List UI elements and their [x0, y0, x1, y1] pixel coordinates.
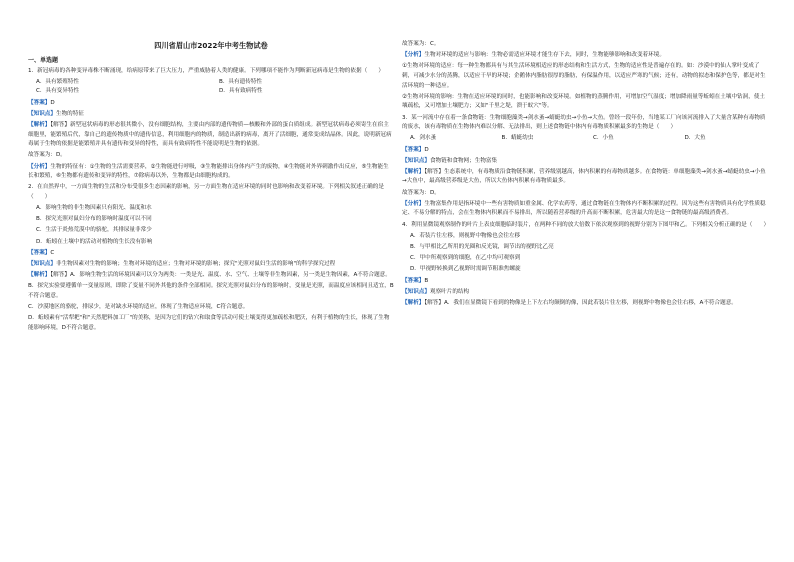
conclusion: 故答案为：D。 — [402, 189, 440, 196]
option-c: C．甲中所观察到的细胞，在乙中均可观察到 — [410, 255, 521, 262]
knowledge-point-value: 观察叶片的结构 — [429, 288, 470, 295]
answer-value: D — [50, 99, 55, 106]
explanation-text: 【解答】生态系统中，有毒物质沿食物链积累，营养级别越高，体内积累的有毒物质越多。在食物链：单细胞藻类→剑水蚤→蜻蜓幼虫→小鱼→大鱼中，最高级营养级是大鱼，所以大鱼体内积累有毒物质最多。 — [402, 168, 766, 185]
explanation-text: 【解答】A．我们在显微镜下看到的物像是上下左右均颠倒的像，因此若装片往左移，则视野中物像也会往右移，A不符合题意。 — [424, 299, 737, 306]
knowledge-point-line — [28, 260, 394, 270]
knowledge-point-value: 生物的特征 — [55, 110, 84, 117]
question-3: 3．某一河流中存在着一条食物链：生物细胞藻类→剑水蚤→蜻蜓幼虫→小鱼→大鱼。曾经一段年份，当地某工厂向该河流排入了大量含某种有毒物质的废水，该有毒物质在生物体内难以分解、无法排出，则上述食物链中体内有毒物质积累最多的生物是（ ） — [402, 114, 766, 131]
analysis-point-1: ①生物对环境的适应：每一种生物都具有与其生活环境相适应的形态结构和生活方式，生物的适应性是普遍存在的。如：沙漠中的仙人掌叶变成了刺，可减少水分的蒸腾，以适应干旱的环境；企鹅体内脂肪很厚的脂肪，有保温作用，以适应严寒的气候；还有，动物的拟态和保护色等，都是对生活环境的一种适应。 — [402, 63, 766, 89]
conclusion: 故答案为：D。 — [28, 152, 66, 159]
option-b: B．与甲相比乙所用的光圈和反光镜，调节出的视野比乙亮 — [410, 244, 554, 250]
explanation-tag: 【解析】 — [28, 272, 51, 279]
left-column — [28, 40, 394, 335]
analysis-tag: 【分析】 — [402, 52, 425, 59]
question-2: 2．在自然界中，一方面生物的生活和分布受很多生态因素的影响，另一方面生物在适应环境的同时也影响和改变着环境。下列相关叙述正确的是（ ） — [28, 184, 384, 200]
knowledge-point-tag: 【知识点】 — [402, 157, 430, 164]
answer-value: C — [50, 249, 55, 256]
explanation — [28, 271, 394, 281]
question-1: 1．新冠病毒的各种变异毒株不断涌现，给病原带来了巨大压力，严重威胁着人类的健康。下列哪项不能作为判断新冠病毒是生物的依据（ ） — [28, 67, 384, 74]
knowledge-point-value: 食物链和食物网；生物富集 — [429, 157, 498, 164]
explanation-tag: 【解析】 — [402, 168, 425, 175]
analysis — [402, 51, 768, 61]
analysis — [28, 163, 394, 182]
option-a: A．具有繁殖特性 — [36, 78, 79, 85]
option-d: D．蚯蚓在土壤中的活动对植物的生长没有影响 — [36, 238, 153, 245]
answer-value: D — [424, 146, 429, 153]
explanation — [402, 168, 768, 187]
answer-tag: 【答案】 — [402, 146, 425, 153]
question-3-options — [402, 134, 768, 144]
question-1-options — [28, 78, 394, 97]
explanation-b: B．探究实验要遵循单一变量原则，即除了变量不同外其他的条件全部相同。探究光照对鼠妇分布的影响时，变量是光照，而温度应该相同且适宜，B不符合题意。 — [28, 283, 394, 299]
option-a: A．剑水蚤 — [410, 135, 437, 142]
answer-value: B — [424, 277, 429, 284]
knowledge-point-line — [402, 157, 768, 167]
option-c: C．小鱼 — [593, 135, 614, 142]
right-column — [402, 40, 768, 310]
explanation-c: C．沙漠地区的骆驼，排尿少，是对缺水环境的适应，体现了生物适应环境，C符合题意。 — [28, 304, 249, 311]
explanation-d: D．蚯蚓素有"活犁耙"和"天然肥料加工厂"的美称，是因为它们的钻穴和取食等活动可使土壤变得更加疏松和肥沃，有利于植物的生长，体现了生物能影响环境，D不符合题意。 — [28, 315, 390, 331]
knowledge-point-tag: 【知识点】 — [402, 288, 430, 295]
answer-tag: 【答案】 — [28, 249, 51, 256]
option-d: D．具有致病特性 — [219, 88, 263, 95]
knowledge-point-line — [28, 110, 394, 120]
option-d: D．甲视野转换到乙视野时需调节粗准焦螺旋 — [410, 266, 521, 273]
question-4: 4．利用显微镜观察制作的叶片上表皮细胞临时装片，在两种不同的放大倍数下依次观察到的视野分别为下图甲和乙。下列相关分析正确的是（ ） — [402, 221, 770, 228]
explanation-tag: 【解析】 — [28, 121, 51, 128]
knowledge-point-tag: 【知识点】 — [28, 110, 56, 117]
option-b: B．探究光照对鼠妇分布的影响时温度可以不同 — [36, 216, 152, 223]
option-d: D．大鱼 — [684, 135, 706, 142]
explanation-text: 【解答】A．影响生物生活的环境因素可以分为两类：一类是光、温度、水、空气、土壤等非生物因素，另一类是生物因素，A不符合题意。 — [50, 272, 391, 279]
explanation — [28, 121, 394, 150]
knowledge-point-line — [402, 288, 768, 298]
answer-tag: 【答案】 — [28, 99, 51, 106]
answer-line — [402, 277, 768, 287]
option-b: B．具有遗传特性 — [219, 78, 262, 85]
option-a: A．影响生物的非生物因素只有阳光、温度和水 — [36, 205, 152, 212]
analysis-text: 生物的特征有：①生物的生活需要营养，②生物能进行呼吸，③生物能排出身体内产生的废物，④生物能对外界刺激作出反应，⑤生物能生长和繁殖，⑥生物都有遗传和变异的特性，⑦除病毒以外，生物都是由细胞构成的。 — [28, 163, 389, 180]
explanation-tag: 【解析】 — [402, 299, 425, 306]
answer-line — [402, 146, 768, 156]
analysis-tag: 【分析】 — [28, 163, 51, 170]
analysis-text: 生物富集作用是指环境中一些有害物质如重金属、化学农药等，通过食物链在生物体内不断积累的过程。因为这些有害物质具有化学性质稳定、不易分解的特点，会在生物体内积累而不易排出，所以随着营养级的升高而不断积累，危害最大的是这一食物链的最高级消费者。 — [402, 200, 766, 217]
option-b: B．蜻蜓幼虫 — [501, 135, 534, 142]
analysis-point-2: ②生物对环境的影响：生物在适应环境的同时，也能影响和改变环境。如植物的蒸腾作用，可增加空气湿度；增加降雨量等蚯蚓在土壤中钻洞，使土壤疏松，又可增加土壤肥力；又如"千里之堤，溃于蚁穴"等。 — [402, 93, 766, 110]
analysis-tag: 【分析】 — [402, 200, 425, 207]
section-heading: 一、单选题 — [28, 57, 59, 64]
analysis-text: 生物对环境的适应与影响：生物必需适应环境才能生存下去，同时，生物能够影响和改变着环境。 — [424, 52, 665, 59]
page-title: 四川省眉山市2022年中考生物试卷 — [154, 41, 268, 50]
answer-line — [28, 249, 394, 259]
knowledge-point-tag: 【知识点】 — [28, 261, 56, 267]
explanation-text: 【解答】新型冠状病毒的形态很其微小，没有细胞结构，主要由内部的遗传物质—核酸和外部的蛋白质组成。新型冠状病毒必须寄生在宿主细胞里，能繁殖后代，靠自己的遗传物质中的遗传信息，利用细胞内的物质，制造出新的病毒，离开了活细胞，通常变成结晶体。因此，说明新冠病毒属于生物的依据是能繁殖并具有遗传和变异的特性，而具有致病特性不能说明是生物的依据。 — [28, 121, 392, 148]
answer-line — [28, 99, 394, 109]
explanation — [402, 299, 768, 309]
answer-tag: 【答案】 — [402, 277, 425, 284]
knowledge-point-value: 非生物因素对生物的影响；生物对环境的适应；生物对环境的影响；探究"光照对鼠妇生活的影响"的科学探究过程 — [55, 261, 336, 267]
option-a: A．若装片往左移，则视野中物像也会往左移 — [410, 232, 521, 239]
option-c: C．具有变异特性 — [36, 88, 80, 95]
conclusion: 故答案为：C。 — [402, 41, 440, 47]
analysis — [402, 200, 768, 219]
option-c: C．生活于炎热荒漠中的骆驼，其排尿量非常少 — [36, 227, 152, 234]
